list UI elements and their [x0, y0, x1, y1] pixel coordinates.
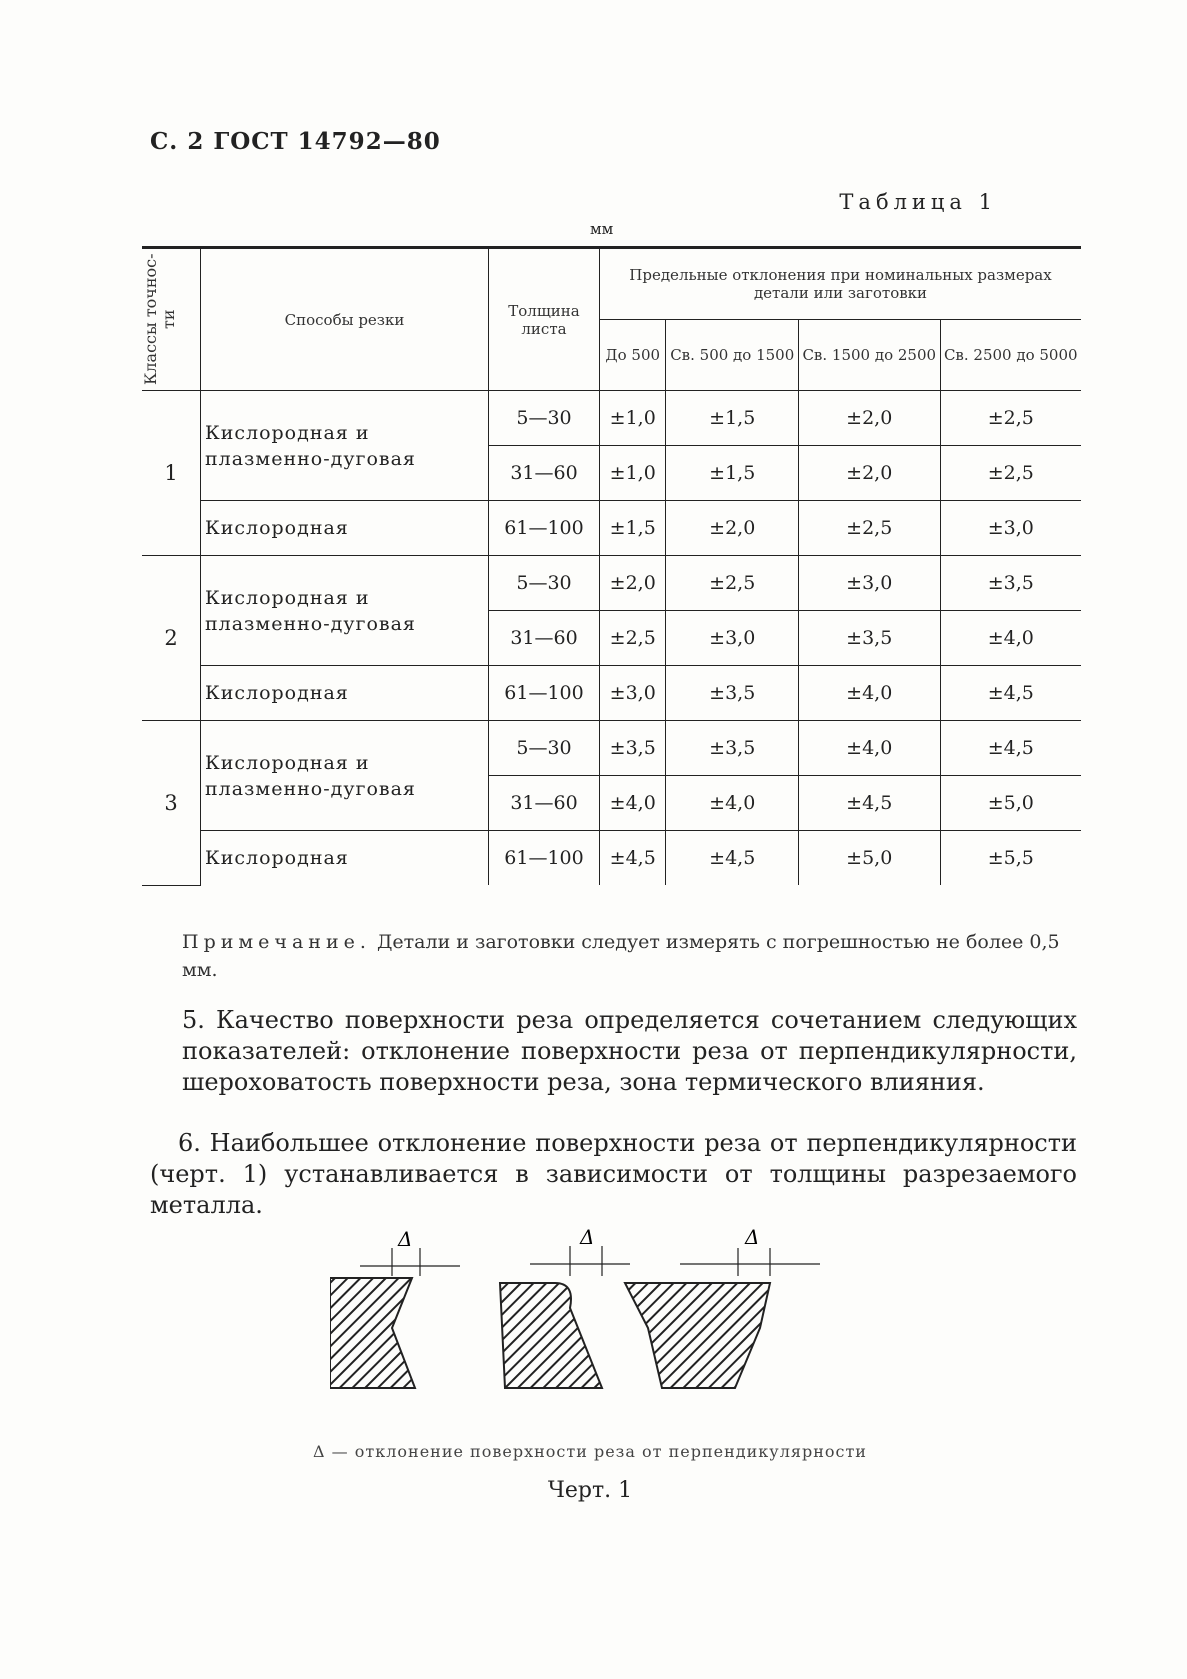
thickness-cell: 5—30	[489, 391, 600, 446]
table-row	[142, 501, 1081, 556]
method-cell: Кислородная и плазменно-дуговая	[201, 721, 489, 831]
figure-caption: Δ — отклонение поверхности реза от перпендикулярности	[313, 1442, 867, 1461]
table-body	[142, 391, 1081, 886]
deviation-cell: ±3,5	[940, 556, 1081, 611]
thickness-cell: 31—60	[489, 611, 600, 666]
deviation-cell: ±2,0	[798, 391, 940, 446]
deviation-cell: ±4,0	[798, 666, 940, 721]
tolerance-table	[142, 246, 1081, 886]
deviation-cell: ±2,5	[600, 611, 666, 666]
page-header: С. 2 ГОСТ 14792—80	[150, 128, 441, 155]
sketch-rounded-cut	[500, 1225, 630, 1388]
deviation-cell: ±5,0	[940, 776, 1081, 831]
deviation-cell: ±4,0	[666, 776, 798, 831]
thickness-cell: 61—100	[489, 501, 600, 556]
table-note	[182, 928, 1082, 984]
deviation-cell: ±4,5	[600, 831, 666, 886]
thickness-cell: 5—30	[489, 721, 600, 776]
deviation-cell: ±4,5	[940, 721, 1081, 776]
deviation-cell: ±3,5	[666, 666, 798, 721]
class-cell: 1	[142, 391, 201, 556]
deviation-cell: ±2,5	[940, 446, 1081, 501]
deviation-cell: ±3,0	[798, 556, 940, 611]
deviation-cell: ±4,5	[940, 666, 1081, 721]
table-row	[142, 556, 1081, 611]
deviation-cell: ±5,5	[940, 831, 1081, 886]
table-caption: Таблица 1	[839, 190, 997, 214]
header-deviations: Предельные отклонения при номинальных размерах детали или заготовки	[600, 248, 1082, 320]
thickness-cell: 61—100	[489, 666, 600, 721]
deviation-cell: ±3,0	[666, 611, 798, 666]
deviation-cell: ±1,5	[666, 391, 798, 446]
figure-1	[330, 1218, 850, 1422]
header-size: До 500	[600, 320, 666, 391]
deviation-cell: ±2,5	[666, 556, 798, 611]
method-cell: Кислородная и плазменно-дуговая	[201, 391, 489, 501]
paragraph-6: 6. Наибольшее отклонение поверхности реза от перпендикулярности (черт. 1) устанавливается в зависимости от толщины разрезаемого металла.	[150, 1129, 1077, 1219]
paragraph-5: 5. Качество поверхности реза определяется сочетанием следующих показателей: отклонение поверхности реза от перпендикулярности, шероховатость поверхности реза, зона термического влияния.	[182, 1006, 1077, 1096]
header-classes: Классы точнос-ти	[142, 248, 201, 391]
cut-deviation-drawing	[330, 1218, 850, 1418]
deviation-cell: ±2,0	[600, 556, 666, 611]
deviation-cell: ±3,0	[600, 666, 666, 721]
method-cell: Кислородная	[201, 501, 489, 556]
deviation-cell: ±2,5	[798, 501, 940, 556]
header-size: Св. 2500 до 5000	[940, 320, 1081, 391]
deviation-cell: ±5,0	[798, 831, 940, 886]
table-row	[142, 666, 1081, 721]
deviation-cell: ±1,0	[600, 391, 666, 446]
deviation-cell: ±4,0	[798, 721, 940, 776]
method-cell: Кислородная и плазменно-дуговая	[201, 556, 489, 666]
thickness-cell: 5—30	[489, 556, 600, 611]
delta-label: Δ	[398, 1227, 413, 1251]
thickness-cell: 31—60	[489, 446, 600, 501]
delta-label: Δ	[745, 1225, 760, 1249]
deviation-cell: ±4,0	[940, 611, 1081, 666]
deviation-cell: ±2,0	[798, 446, 940, 501]
table-row	[142, 721, 1081, 776]
header-methods: Способы резки	[201, 248, 489, 391]
deviation-cell: ±4,5	[798, 776, 940, 831]
deviation-cell: ±4,5	[666, 831, 798, 886]
header-size: Св. 500 до 1500	[666, 320, 798, 391]
method-cell: Кислородная	[201, 666, 489, 721]
class-cell: 3	[142, 721, 201, 886]
table-row	[142, 831, 1081, 886]
header-thickness: Толщина листа	[489, 248, 600, 391]
deviation-cell: ±2,0	[666, 501, 798, 556]
class-cell: 2	[142, 556, 201, 721]
deviation-cell: ±3,5	[798, 611, 940, 666]
deviation-cell: ±2,5	[940, 391, 1081, 446]
table-units: мм	[590, 220, 614, 238]
deviation-cell: ±3,5	[600, 721, 666, 776]
delta-label: Δ	[580, 1225, 595, 1249]
thickness-cell: 61—100	[489, 831, 600, 886]
deviation-cell: ±3,5	[666, 721, 798, 776]
note-text: Детали и заготовки следует измерять с погрешностью не более 0,5 мм.	[182, 931, 1060, 981]
deviation-cell: ±4,0	[600, 776, 666, 831]
deviation-cell: ±1,5	[600, 501, 666, 556]
sketch-concave-cut	[330, 1227, 460, 1388]
method-cell: Кислородная	[201, 831, 489, 886]
deviation-cell: ±3,0	[940, 501, 1081, 556]
header-size: Св. 1500 до 2500	[798, 320, 940, 391]
thickness-cell: 31—60	[489, 776, 600, 831]
sketch-tapered-cut	[625, 1225, 820, 1388]
table-row	[142, 391, 1081, 446]
deviation-cell: ±1,0	[600, 446, 666, 501]
deviation-cell: ±1,5	[666, 446, 798, 501]
figure-title: Черт. 1	[547, 1478, 633, 1503]
note-label: Примечание.	[182, 931, 371, 953]
